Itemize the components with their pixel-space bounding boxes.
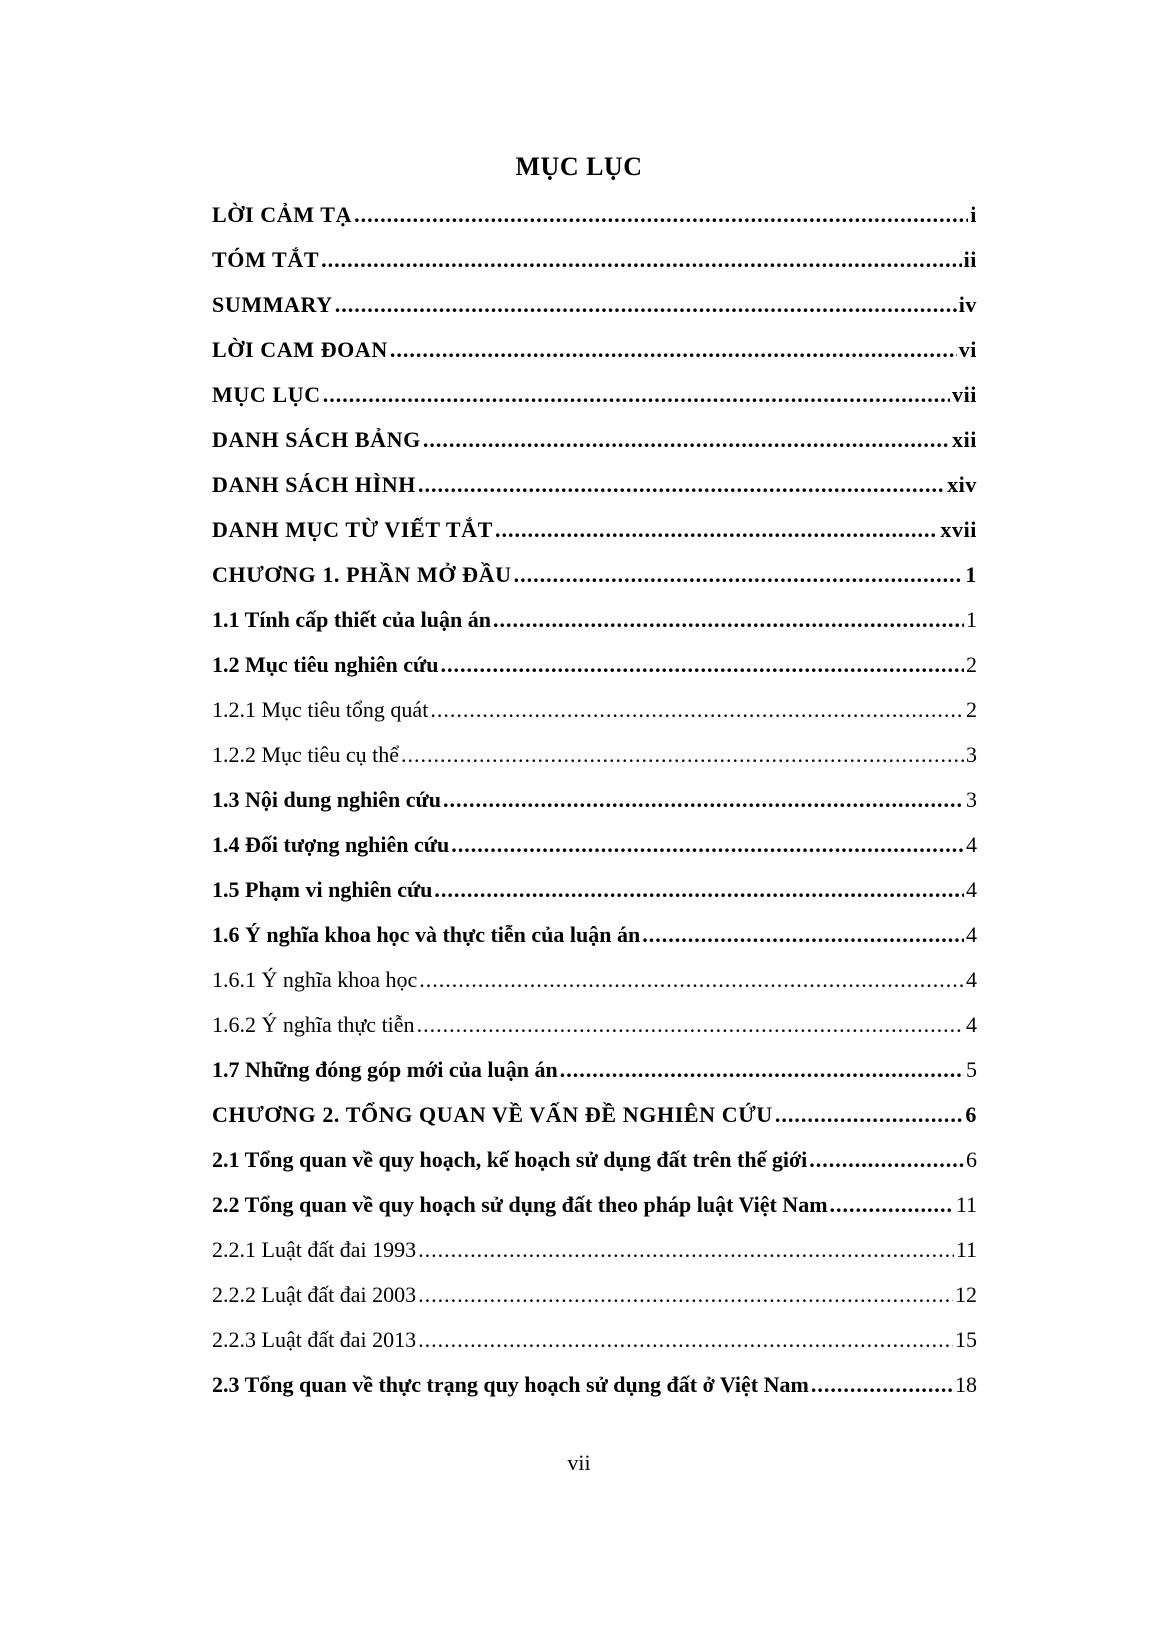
toc-entry-page: 2	[966, 697, 977, 722]
toc-leader-dots	[401, 732, 964, 777]
toc-entry[interactable]	[212, 462, 977, 507]
toc-leader-dots	[417, 1002, 964, 1047]
toc-entry-page: 11	[955, 1237, 977, 1262]
toc-entry-page: 2	[966, 652, 977, 677]
toc-entry[interactable]	[212, 777, 977, 822]
toc-entry[interactable]	[212, 237, 977, 282]
toc-entry[interactable]	[212, 687, 977, 732]
toc-leader-dots	[493, 597, 964, 642]
toc-entry-label: CHƯƠNG 1. PHẦN MỞ ĐẦU	[212, 562, 512, 587]
toc-entry-page: 6	[965, 1102, 977, 1127]
toc-entry-label: 1.6.1 Ý nghĩa khoa học	[212, 967, 418, 992]
toc-leader-dots	[419, 957, 964, 1002]
toc-entry[interactable]	[212, 192, 977, 237]
toc-entry-label: 1.2.2 Mục tiêu cụ thể	[212, 742, 399, 767]
toc-entry[interactable]	[212, 642, 977, 687]
toc-entry-label: 2.1 Tổng quan về quy hoạch, kế hoạch sử dụng đất trên thế giới	[212, 1147, 808, 1172]
toc-entry[interactable]	[212, 372, 977, 417]
toc-entry-page: 4	[966, 1012, 977, 1037]
toc-leader-dots	[811, 1362, 953, 1407]
toc-entry-page: xii	[951, 427, 977, 452]
toc-entry[interactable]	[212, 867, 977, 912]
toc-leader-dots	[418, 1272, 953, 1317]
toc-entry-page: vii	[951, 382, 977, 407]
toc-leader-dots	[335, 282, 957, 327]
toc-entry-page: 1	[965, 562, 977, 587]
toc-entry[interactable]	[212, 1317, 977, 1362]
toc-entry-page: ii	[963, 247, 977, 272]
toc-leader-dots	[451, 822, 964, 867]
toc-entry-label: MỤC LỤC	[212, 382, 321, 407]
toc-leader-dots	[418, 1317, 953, 1362]
toc-leader-dots	[809, 1137, 964, 1182]
toc-entry[interactable]	[212, 1362, 977, 1407]
toc-entry[interactable]	[212, 282, 977, 327]
toc-entry[interactable]	[212, 552, 977, 597]
toc-leader-dots	[514, 552, 964, 597]
toc-entry-page: xvii	[940, 517, 977, 542]
toc-leader-dots	[390, 327, 957, 372]
toc-entry-page: 5	[966, 1057, 977, 1082]
toc-leader-dots	[560, 1047, 964, 1092]
toc-leader-dots	[830, 1182, 954, 1227]
toc-entry-label: 2.2.1 Luật đất đai 1993	[212, 1237, 417, 1262]
toc-entry-page: 3	[966, 787, 977, 812]
toc-entry[interactable]	[212, 417, 977, 462]
toc-entry-page: 6	[966, 1147, 977, 1172]
toc-entry[interactable]	[212, 957, 977, 1002]
toc-entry-label: DANH SÁCH BẢNG	[212, 427, 421, 452]
page-title: MỤC LỤC	[515, 152, 643, 181]
toc-entry-page: 18	[955, 1372, 977, 1397]
toc-entry[interactable]	[212, 327, 977, 372]
toc-entry-label: CHƯƠNG 2. TỔNG QUAN VỀ VẤN ĐỀ NGHIÊN CỨU	[212, 1102, 773, 1127]
toc-entry-page: 4	[966, 832, 977, 857]
toc-entry[interactable]	[212, 1047, 977, 1092]
toc-entry[interactable]	[212, 822, 977, 867]
toc-entry-page: 4	[966, 922, 977, 947]
toc-leader-dots	[441, 642, 965, 687]
toc-entry-label: 2.2.3 Luật đất đai 2013	[212, 1327, 417, 1352]
toc-leader-dots	[323, 372, 950, 417]
toc-entry-label: LỜI CAM ĐOAN	[212, 337, 388, 362]
toc-entry[interactable]	[212, 1227, 977, 1272]
toc-entry-label: TÓM TẮT	[212, 247, 320, 272]
toc-entry-label: 1.2 Mục tiêu nghiên cứu	[212, 652, 439, 677]
toc-entry[interactable]	[212, 912, 977, 957]
toc-entry-page: 15	[955, 1327, 977, 1352]
toc-leader-dots	[642, 912, 964, 957]
toc-entry-label: DANH MỤC TỪ VIẾT TẮT	[212, 517, 493, 542]
toc-entry-page: xiv	[947, 472, 977, 497]
toc-leader-dots	[430, 687, 964, 732]
toc-entry[interactable]	[212, 1182, 977, 1227]
toc-entry-label: LỜI CẢM TẠ	[212, 202, 353, 227]
toc-entry-label: DANH SÁCH HÌNH	[212, 472, 416, 497]
toc-leader-dots	[775, 1092, 964, 1137]
toc-leader-dots	[418, 462, 945, 507]
toc-entry[interactable]	[212, 1137, 977, 1182]
toc-entry-page: 11	[955, 1192, 977, 1217]
table-of-contents	[212, 192, 977, 1407]
toc-entry-label: 2.2 Tổng quan về quy hoạch sử dụng đất theo pháp luật Việt Nam	[212, 1192, 828, 1217]
page-number: vii	[567, 1450, 591, 1475]
toc-entry-label: 1.3 Nội dung nghiên cứu	[212, 787, 441, 812]
toc-leader-dots	[321, 237, 961, 282]
toc-entry-label: 1.1 Tính cấp thiết của luận án	[212, 607, 491, 632]
toc-entry-page: 3	[966, 742, 977, 767]
toc-entry[interactable]	[212, 1272, 977, 1317]
toc-entry[interactable]	[212, 1002, 977, 1047]
toc-entry[interactable]	[212, 1092, 977, 1137]
toc-leader-dots	[434, 867, 964, 912]
toc-leader-dots	[495, 507, 938, 552]
toc-entry-label: 1.5 Phạm vi nghiên cứu	[212, 877, 433, 902]
toc-entry-label: 1.6.2 Ý nghĩa thực tiễn	[212, 1012, 415, 1037]
toc-entry[interactable]	[212, 732, 977, 777]
toc-entry-page: vi	[958, 337, 977, 362]
toc-entry-label: 1.4 Đối tượng nghiên cứu	[212, 832, 450, 857]
toc-entry-page: 4	[966, 967, 977, 992]
toc-entry[interactable]	[212, 597, 977, 642]
toc-entry-page: iv	[958, 292, 977, 317]
toc-entry-label: 1.2.1 Mục tiêu tổng quát	[212, 697, 429, 722]
toc-entry-label: 2.2.2 Luật đất đai 2003	[212, 1282, 417, 1307]
toc-leader-dots	[423, 417, 950, 462]
toc-entry-page: 4	[966, 877, 977, 902]
toc-entry-label: 1.7 Những đóng góp mới của luận án	[212, 1057, 558, 1082]
toc-entry-page: 12	[955, 1282, 977, 1307]
toc-entry-label: 1.6 Ý nghĩa khoa học và thực tiễn của luận án	[212, 922, 641, 947]
toc-entry-label: SUMMARY	[212, 292, 333, 317]
toc-entry-page: 1	[966, 607, 977, 632]
toc-entry-label: 2.3 Tổng quan về thực trạng quy hoạch sử dụng đất ở Việt Nam	[212, 1372, 809, 1397]
toc-entry-page: i	[970, 202, 977, 227]
toc-leader-dots	[443, 777, 964, 822]
toc-leader-dots	[418, 1227, 954, 1272]
toc-entry[interactable]	[212, 507, 977, 552]
toc-leader-dots	[354, 192, 968, 237]
